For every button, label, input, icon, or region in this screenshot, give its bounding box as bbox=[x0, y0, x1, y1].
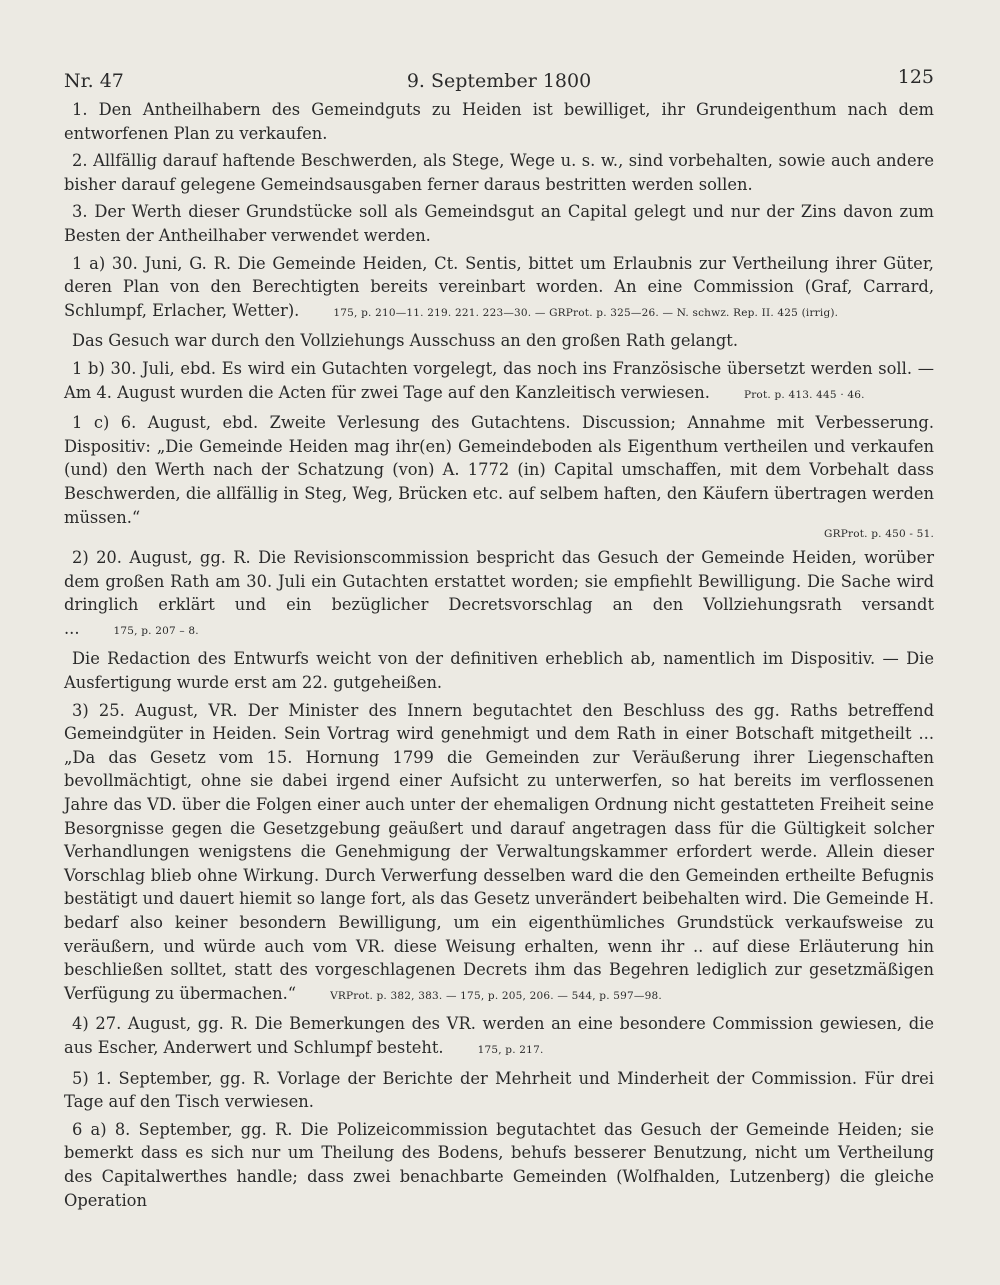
paragraph bbox=[64, 98, 934, 145]
source-reference: GRProt. p. 450 - 51. bbox=[824, 528, 934, 541]
page-number: 125 bbox=[897, 66, 934, 88]
paragraph bbox=[64, 1012, 934, 1062]
document-number: Nr. 47 bbox=[64, 70, 124, 92]
paragraph-text: 1 a) 30. Juni, G. R. Die Gemeinde Heiden, Ct. Sentis, bittet um Erlaubnis zur Vertheilung ihrer Güter, deren Plan von den Berechtigten bereits vereinbart worden. An eine Commission (Graf, Carrard, Schlumpf, Erlacher, Wetter). bbox=[64, 253, 934, 320]
source-reference: 175, p. 210—11. 219. 221. 223—30. — GRProt. p. 325—26. — N. schwz. Rep. II. 425 (irrig). bbox=[333, 306, 839, 319]
source-reference: Prot. p. 413. 445 · 46. bbox=[743, 388, 865, 401]
paragraph-text: 1 c) 6. August, ebd. Zweite Verlesung des Gutachtens. Discussion; Annahme mit Verbesserung. Dispositiv: „Die Gemeinde Heiden mag ihr(en) Gemeindeboden als Eigenthum vertheilen und verkaufen (und) den Werth nach der Schatzung (von) A. 1772 (in) Capital umschaffen, mit dem Vorbehalt dass Beschwerden, die allfällig in Steg, Weg, Brücken etc. auf selbem haften, den Käufern übertragen werden müssen.“ bbox=[64, 413, 934, 527]
paragraph bbox=[64, 546, 934, 643]
paragraph-text: 3. Der Werth dieser Grundstücke soll als Gemeindsgut an Capital gelegt und nur der Zins davon zum Besten der Antheilhaber verwendet werden. bbox=[64, 202, 934, 245]
paragraph bbox=[64, 411, 934, 542]
paragraph-text: 1. Den Antheilhabern des Gemeindguts zu Heiden ist bewilliget, ihr Grundeigenthum nach dem entworfenen Plan zu verkaufen. bbox=[64, 100, 934, 143]
paragraph bbox=[64, 252, 934, 326]
paragraph bbox=[64, 149, 934, 196]
paragraph bbox=[64, 357, 934, 407]
source-reference: 175, p. 207 – 8. bbox=[113, 624, 199, 637]
page-header bbox=[64, 62, 934, 98]
paragraph-text: Die Redaction des Entwurfs weicht von der definitiven erheblich ab, namentlich im Dispositiv. — Die Ausfertigung wurde erst am 22. gutgeheißen. bbox=[64, 649, 934, 693]
paragraph-text: 6 a) 8. September, gg. R. Die Polizeicommission begutachtet das Gesuch der Gemeinde Heiden; sie bemerkt dass es sich nur um Theilung des Bodens, behufs besserer Benutzung, nicht um Vertheilung des Capitalwerthes handle; dass zwei benachbarte Gemeinden (Wolfhalden, Lutzenberg) die gleiche Operation bbox=[64, 1119, 934, 1210]
paragraph bbox=[64, 200, 934, 247]
paragraph-text: 2) 20. August, gg. R. Die Revisionscommission bespricht das Gesuch der Gemeinde Heiden, worüber dem großen Rath am 30. Juli ein Gutachten erstattet worden; sie empfiehlt Bewilligung. Die Sache wird dringlich erklärt und ein bezüglicher Decretsvorschlag an den Vollziehungsrath versandt ... bbox=[64, 548, 934, 638]
paragraph bbox=[64, 1118, 934, 1212]
paragraph-text: 3) 25. August, VR. Der Minister des Innern begutachtet den Beschluss des gg. Raths betreffend Gemeindgüter in Heiden. Sein Vortrag wird genehmigt und dem Rath in einer Botschaft mitgetheilt ... „Da das Gesetz vom 15. Hornung 1799 die Gemeinden zur Veräußerung ihrer Liegenschaften bevollmächtigt, ohne sie dabei irgend einer Aufsicht zu unterwerfen, so hat bereits im verflossenen Jahre das VD. über die Folgen einer auch unter der ehemaligen Ordnung nicht gestatteten Freiheit seine Besorgnisse gegen die Gesetzgebung geäußert und darauf angetragen dass für die Gültigkeit solcher Verhandlungen wenigstens die Genehmigung der Verwaltungskammer erfordert werde. Allein dieser Vorschlag blieb ohne Wirkung. Durch Verwerfung desselben ward die den Gemeinden ertheilte Befugnis bestätigt und dauert hiemit so lange fort, als das Gesetz unverändert beibehalten wird. Die Gemeinde H. bedarf also keiner besondern Bewilligung, um ein eigenthümliches Grundstück verkaufsweise zu veräußern, und würde auch vom VR. diese Weisung erhalten, wenn ihr .. auf diese Erläuterung hin beschließen solltet, statt des vorgeschlagenen Decrets ihm das Begehren lediglich zur gesetzmäßigen Verfügung zu übermachen.“ bbox=[64, 700, 934, 1003]
paragraph-text: 5) 1. September, gg. R. Vorlage der Berichte der Mehrheit und Minderheit der Commission. Für drei Tage auf den Tisch verwiesen. bbox=[64, 1068, 934, 1112]
paragraph bbox=[64, 647, 934, 694]
paragraph-text: 4) 27. August, gg. R. Die Bemerkungen des VR. werden an eine besondere Commission gewiesen, die aus Escher, Anderwert und Schlumpf besteht. bbox=[64, 1014, 934, 1057]
body-text bbox=[64, 98, 934, 1212]
paragraph-text: Das Gesuch war durch den Vollziehungs Ausschuss an den großen Rath gelangt. bbox=[72, 331, 738, 351]
source-reference: 175, p. 217. bbox=[477, 1043, 544, 1056]
page-date: 9. September 1800 bbox=[406, 70, 592, 92]
paragraph-text: 2. Allfällig darauf haftende Beschwerden, als Stege, Wege u. s. w., sind vorbehalten, sowie auch andere bisher darauf gelegene Gemeindsausgaben ferner daraus bestritten werden sollen. bbox=[64, 151, 934, 194]
paragraph bbox=[64, 1067, 934, 1114]
source-reference: VRProt. p. 382, 383. — 175, p. 205, 206. — 544, p. 597—98. bbox=[330, 989, 662, 1002]
paragraph bbox=[64, 699, 934, 1009]
paragraph-text: 1 b) 30. Juli, ebd. Es wird ein Gutachten vorgelegt, das noch ins Französische übersetzt werden soll. — Am 4. August wurden die Acten für zwei Tage auf den Kanzleitisch verwiesen. bbox=[64, 358, 934, 402]
paragraph bbox=[64, 329, 934, 353]
